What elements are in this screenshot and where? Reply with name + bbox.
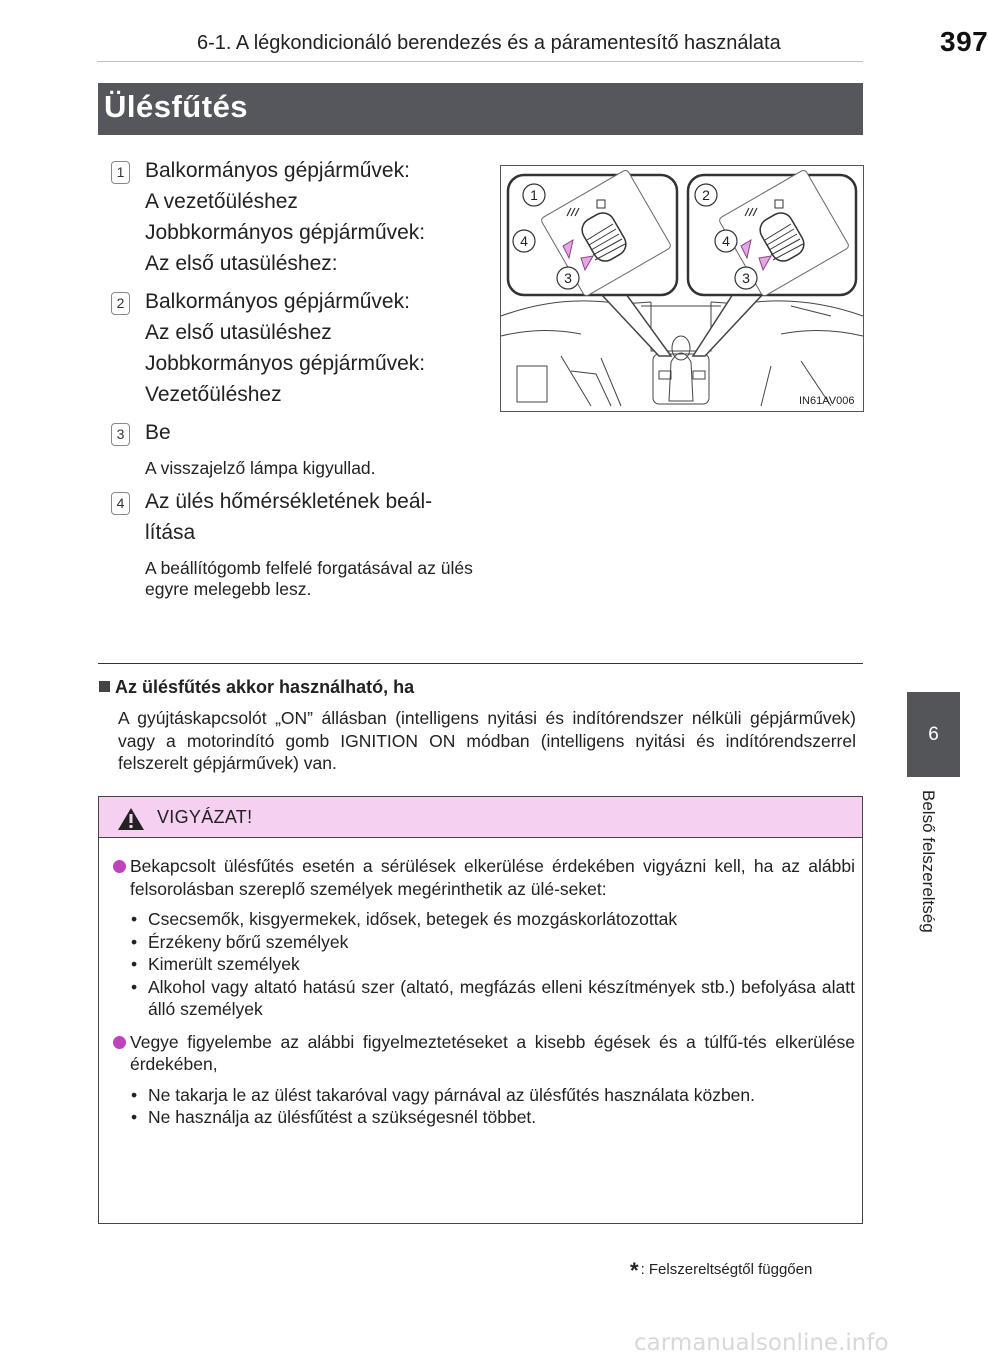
- item-line: Vezetőüléshez: [145, 383, 282, 406]
- warning-title: VIGYÁZAT!: [157, 807, 253, 827]
- list-item: [113, 1084, 855, 1107]
- item-number-badge: 4: [111, 492, 130, 515]
- warning-sublist: [113, 1084, 855, 1129]
- svg-text:3: 3: [564, 270, 572, 286]
- bullet-icon: •: [131, 909, 138, 929]
- list-item: [113, 931, 855, 954]
- warning-paragraph: [113, 855, 855, 900]
- svg-text:4: 4: [722, 233, 730, 249]
- svg-text:1: 1: [530, 187, 538, 203]
- list-item-text: Ne használja az ülésfűtést a szükségesnél többet.: [148, 1107, 537, 1127]
- page-number: 397: [940, 26, 988, 57]
- item-line: Az ülés hőmérsékletének beál-: [145, 490, 433, 513]
- item-line: Az első utasüléshez:: [145, 252, 338, 275]
- svg-text:2: 2: [702, 187, 710, 203]
- section-title: Ülésfűtés: [104, 89, 249, 124]
- section-divider: [98, 663, 863, 664]
- warning-header: [99, 797, 862, 838]
- header-rule: [97, 61, 863, 62]
- warning-paragraph: [113, 1031, 855, 1076]
- condition-text: A gyújtáskapcsolót „ON” állásban (intelligens nyitási és indítórendszer nélküli gépjárművek) vagy a motorindító gomb IGNITION ON módban (intelligens nyitási és indítórendszerrel felszerelt gépjárművek) van.: [118, 708, 856, 773]
- warning-paragraph-text: Bekapcsolt ülésfűtés esetén a sérülések elkerülése érdekében vigyázni kell, ha az alábbi felsorolásban szereplő személyek megérinthetik az ülé-seket:: [130, 856, 855, 899]
- warning-sublist: [113, 908, 855, 1021]
- watermark: carmanualsonline.info: [634, 1330, 889, 1356]
- round-bullet-icon: [113, 1036, 126, 1049]
- seat-heater-illustration: [500, 165, 864, 412]
- bullet-icon: •: [131, 954, 138, 974]
- list-item-text: Csecsemők, kisgyermekek, idősek, betegek és mozgáskorlátozottak: [148, 909, 678, 929]
- footnote: [630, 1258, 812, 1284]
- list-item: [113, 953, 855, 976]
- list-item: [104, 286, 494, 410]
- item-line: Jobbkormányos gépjárművek:: [145, 352, 426, 375]
- bullet-icon: •: [131, 1084, 138, 1105]
- header-title: 6-1. A légkondicionáló berendezés és a páramentesítő használata: [197, 32, 781, 54]
- list-item-text: Kimerült személyek: [148, 954, 300, 974]
- chapter-label: [900, 780, 960, 980]
- svg-text:4: 4: [520, 233, 528, 249]
- bullet-icon: •: [131, 1107, 138, 1127]
- warning-box: [98, 796, 863, 1224]
- item-list: [104, 155, 494, 607]
- asterisk-icon: *: [630, 1258, 639, 1283]
- list-item: [113, 908, 855, 931]
- round-bullet-icon: [113, 860, 126, 873]
- item-line: Balkormányos gépjárművek:: [145, 290, 410, 313]
- warning-paragraph-text: Vegye figyelembe az alábbi figyelmeztetéseket a kisebb égések és a túlfű-tés elkerülése érdekében,: [130, 1031, 855, 1074]
- svg-text:3: 3: [742, 270, 750, 286]
- condition-heading: [99, 677, 414, 698]
- footnote-text: : Felszereltségtől függően: [640, 1261, 813, 1278]
- warning-triangle-icon: [117, 807, 145, 831]
- list-item: [113, 1106, 855, 1129]
- item-number-badge: 3: [111, 423, 130, 446]
- item-line: Balkormányos gépjárművek:: [145, 159, 410, 182]
- list-item: [113, 976, 855, 1021]
- item-number-badge: 2: [111, 292, 130, 315]
- list-item: [104, 486, 494, 600]
- bullet-icon: •: [131, 976, 138, 997]
- chapter-label-text: Belső felszereltség: [919, 790, 938, 933]
- item-line: Az első utasüléshez: [145, 321, 332, 344]
- warning-body: [113, 855, 855, 1139]
- item-note: A visszajelző lámpa kigyullad.: [145, 458, 376, 478]
- item-number-badge: 1: [111, 161, 130, 184]
- item-note: A beállítógomb felfelé forgatásával az ülés egyre melegebb lesz.: [145, 558, 473, 599]
- list-item: [104, 417, 494, 479]
- list-item-text: Érzékeny bőrű személyek: [148, 931, 349, 952]
- right-callout-panel: [688, 169, 856, 297]
- item-line: Jobbkormányos gépjárművek:: [145, 221, 426, 244]
- dashboard-drawing: [501, 166, 863, 411]
- section-title-bar: [98, 83, 863, 135]
- list-item: [104, 155, 494, 279]
- square-bullet-icon: [99, 681, 110, 692]
- item-line: Be: [145, 421, 171, 444]
- item-line: A vezetőüléshez: [145, 190, 298, 213]
- page-header: [97, 26, 988, 62]
- bullet-icon: •: [131, 931, 138, 952]
- list-item-text: Alkohol vagy altató hatású szer (altató, megfázás elleni készítmények stb.) befolyása alatt álló személyek: [148, 976, 855, 1019]
- list-item-text: Ne takarja le az ülést takaróval vagy párnával az ülésfűtés használata közben.: [148, 1084, 756, 1105]
- condition-heading-text: Az ülésfűtés akkor használható, ha: [115, 677, 415, 697]
- item-line: lítása: [145, 521, 196, 544]
- chapter-tab: 6: [907, 692, 960, 777]
- left-callout-panel: [508, 169, 677, 297]
- illustration-code: IN61AV006: [799, 395, 855, 407]
